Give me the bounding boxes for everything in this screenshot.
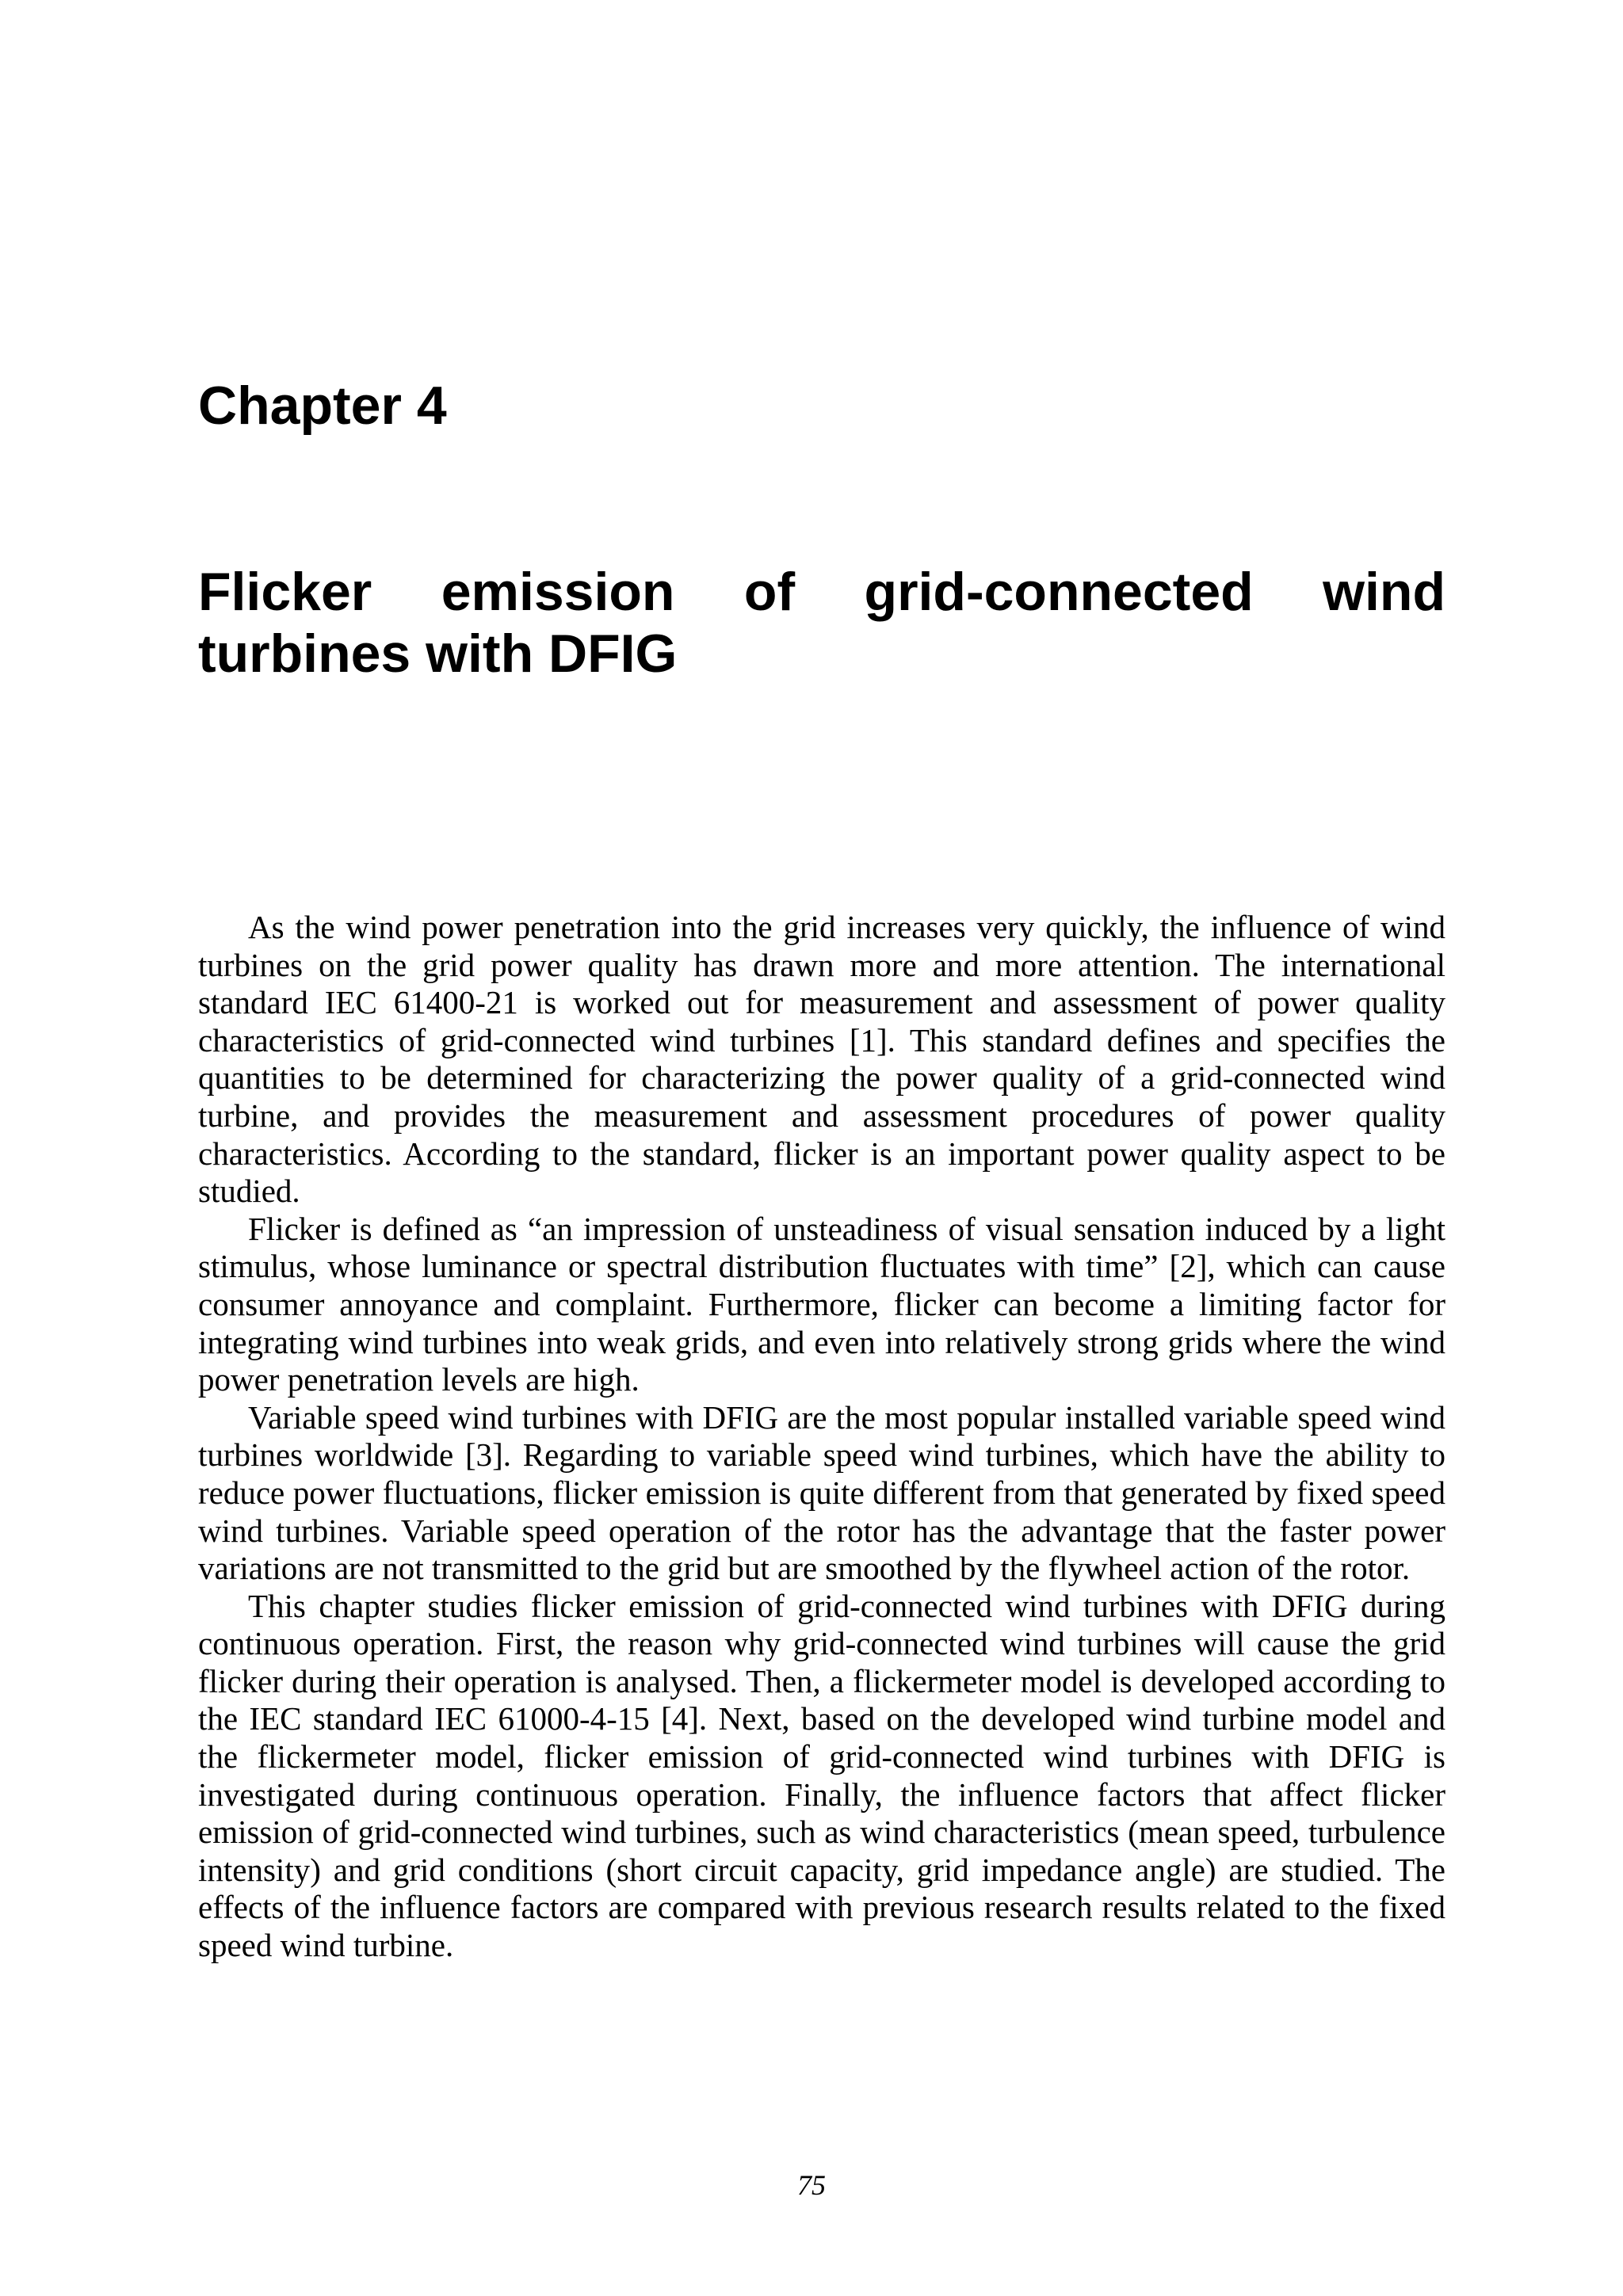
chapter-title-line-2: turbines with DFIG xyxy=(198,624,678,684)
paragraph-chapter-outline: This chapter studies flicker emission of grid-connected wind turbines with DFIG during continuous operation. First, the reason why grid-connected wind turbines will cause the grid flicker during their operation is analysed. Then, a flickermeter model is developed according to the IEC standard IEC 61000-4-15 [4]. Next, based on the developed wind turbine model and the flickermeter model, flicker emission of grid-connected wind turbines with DFIG is investigated during continuous operation. Finally, the influence factors that affect flicker emission of grid-connected wind turbines, such as wind characteristics (mean speed, turbulence intensity) and grid conditions (short circuit capacity, grid impedance angle) are studied. The effects of the influence factors are compared with previous research results related to the fixed speed wind turbine. xyxy=(198,1587,1445,1964)
paragraph-variable-speed: Variable speed wind turbines with DFIG are the most popular installed variable speed wind turbines worldwide [3]. Regarding to variable speed wind turbines, which have the ability to reduce power fluctuations, flicker emission is quite different from that generated by fixed speed wind turbines. Variable speed operation of the rotor has the advantage that the faster power variations are not transmitted to the grid but are smoothed by the flywheel action of the rotor. xyxy=(198,1398,1445,1587)
chapter-title-line-1: Flicker emission of grid-connected wind xyxy=(198,562,1445,622)
chapter-body xyxy=(198,909,1445,1965)
paragraph-flicker-definition: Flicker is defined as “an impression of unsteadiness of visual sensation induced by a light stimulus, whose luminance or spectral distribution fluctuates with time” [2], which can cause consumer annoyance and complaint. Furthermore, flicker can become a limiting factor for integrating wind turbines into weak grids, and even into relatively strong grids where the wind power penetration levels are high. xyxy=(198,1210,1445,1398)
page-number: 75 xyxy=(797,2169,826,2201)
chapter-label: Chapter 4 xyxy=(198,376,447,436)
paragraph-intro: As the wind power penetration into the grid increases very quickly, the influence of wind turbines on the grid power quality has drawn more and more attention. The international standard IEC 61400-21 is worked out for measurement and assessment of power quality characteristics of grid-connected wind turbines [1]. This standard defines and specifies the quantities to be determined for characterizing the power quality of a grid-connected wind turbine, and provides the measurement and assessment procedures of power quality characteristics. According to the standard, flicker is an important power quality aspect to be studied. xyxy=(198,909,1445,1210)
chapter-title xyxy=(198,561,1445,685)
